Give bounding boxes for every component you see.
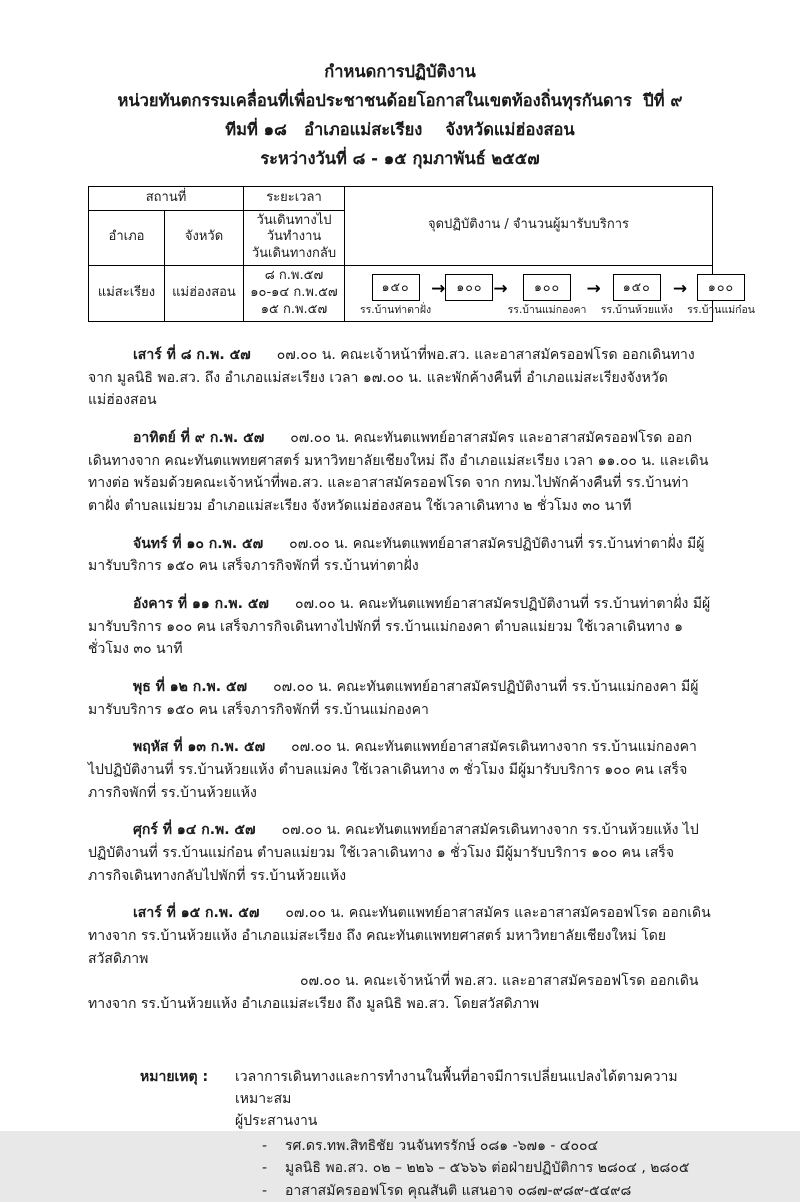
duration-detail-return: วันเดินทางกลับ: [251, 246, 337, 262]
entry-day: อาทิตย์ ที่ ๙ ก.พ. ๕๗: [133, 429, 265, 446]
entry-day: เสาร์ ที่ ๑๕ ก.พ. ๕๗: [133, 905, 260, 922]
cell-province: แม่ฮ่องสอน: [165, 266, 244, 322]
arrow-right-icon: →: [493, 278, 508, 299]
contact-item: [262, 1180, 712, 1202]
contact-item: [262, 1135, 712, 1157]
table-data-row: [89, 266, 713, 322]
flow-station-4: [601, 274, 673, 317]
flow-station-5: [687, 274, 755, 317]
header-location: สถานที่: [89, 186, 244, 210]
schedule-table: [88, 186, 755, 322]
patient-count-box: ๑๐๐: [697, 274, 745, 301]
arrow-right-icon: →: [672, 278, 688, 299]
note-label: หมายเหตุ :: [140, 1068, 209, 1085]
duration-detail-go: วันเดินทางไป: [256, 212, 332, 228]
contact-list: [235, 1135, 712, 1202]
duration-detail-work: วันทำงาน: [266, 229, 322, 245]
entry-text: ๐๗.๐๐ น. คณะเจ้าหน้าที่พอ.สว. และอาสาสมัครออฟโรด ออกเดินทางจาก มูลนิธิ พอ.สว. ถึง อำเภอแม่สะเรียง เวลา ๑๗.๐๐ น. และพักค้างคืนที่ อำเภอแม่สะเรียงจังหวัดแม่ฮ่องสอน: [88, 346, 695, 409]
patient-count-box: ๑๕๐: [372, 274, 420, 301]
contact-item: [262, 1157, 712, 1179]
date-go: ๘ ก.พ.๕๗: [264, 268, 324, 284]
dash-bullet-icon: -: [262, 1160, 268, 1177]
entry-text: ๐๗.๐๐ น. คณะทันตแพทย์อาสาสมัครปฏิบัติงานที่ รร.บ้านแม่กองคา มีผู้มารับบริการ ๑๕๐ คน เสร็จภารกิจพักที่ รร.บ้านแม่กองคา: [88, 678, 699, 718]
patient-count-box: ๑๐๐: [445, 274, 493, 301]
header-duration: ระยะเวลา: [244, 186, 345, 210]
note-body: [235, 1066, 712, 1202]
patient-count-box: ๑๕๐: [613, 274, 661, 301]
dash-bullet-icon: -: [262, 1137, 268, 1154]
patient-count-box: ๑๐๐: [523, 274, 571, 301]
entry-text: ๐๗.๐๐ น. คณะทันตแพทย์อาสาสมัครเดินทางจาก รร.บ้านห้วยแห้ง ไปปฏิบัติงานที่ รร.บ้านแม่ก๋อน ตำบลแม่ยวม ใช้เวลาเดินทาง ๑ ชั่วโมง มีผู้มารับบริการ ๑๐๐ คน เสร็จภารกิจเดินทางกลับไปพักที่ รร.บ้านห้วยแห้ง: [88, 822, 699, 884]
note-section: [88, 1066, 712, 1202]
entry-day: ศุกร์ ที่ ๑๔ ก.พ. ๕๗: [133, 822, 256, 839]
header-duration-detail: [244, 210, 345, 266]
flow-station-2: [445, 274, 493, 304]
title-block: [88, 58, 712, 174]
contact-text: อาสาสมัครออฟโรด คุณสันติ แสนอาจ ๐๘๗-๙๘๙-๕๔๙๘: [285, 1182, 632, 1199]
table-header-row-1: [89, 186, 713, 210]
title-date-range: ระหว่างวันที่ ๘ - ๑๕ กุมภาพันธ์ ๒๕๕๗: [260, 148, 540, 168]
schedule-entry-thu-13: [88, 736, 712, 804]
entry-day: อังคาร ที่ ๑๑ ก.พ. ๕๗: [133, 595, 269, 612]
entry-text: ๐๗.๐๐ น. คณะทันตแพทย์อาสาสมัครปฏิบัติงานที่ รร.บ้านท่าตาฝั่ง มีผู้มารับบริการ ๑๕๐ คน เสร็จภารกิจพักที่ รร.บ้านท่าตาฝั่ง: [88, 535, 705, 575]
date-work: ๑๐-๑๔ ก.พ.๕๗: [250, 285, 338, 301]
entry-text: ๐๗.๐๐ น. คณะทันตแพทย์อาสาสมัคร และอาสาสมัครออฟโรด ออกเดินทางจาก คณะทันตแพทยศาสตร์ มหาวิทยาลัยเชียงใหม่ ถึง อำเภอแม่สะเรียง เวลา ๑๑.๐๐ น. และเดินทางต่อ พร้อมด้วยคณะเจ้าหน้าที่พอ.สว. และอาสาสมัครออฟโรด จาก กทม.ไปพักค้างคืนที่ รร.บ้านท่าตาฝั่ง ตำบลแม่ยวม อำเภอแม่สะเรียง จังหวัดแม่ฮ่องสอน ใช้เวลาเดินทาง ๒ ชั่วโมง ๓๐ นาที: [88, 429, 709, 514]
cell-district: แม่สะเรียง: [89, 266, 165, 322]
schedule-entry-sat-8: [88, 344, 712, 412]
school-label: รร.บ้านท่าตาฝั่ง: [360, 303, 432, 316]
schedule-entry-sun-9: [88, 427, 712, 518]
service-flow: [348, 271, 755, 317]
flow-station-3: [508, 274, 587, 317]
daily-schedule: [88, 344, 712, 1016]
header-district: อำเภอ: [89, 210, 165, 266]
header-service-points: จุดปฏิบัติงาน / จำนวนผู้มารับบริการ: [345, 186, 713, 266]
entry-text-second: ๐๗.๐๐ น. คณะเจ้าหน้าที่ พอ.สว. และอาสาสมัครออฟโรด ออกเดินทางจาก รร.บ้านห้วยแห้ง อำเภอแม่สะเรียง ถึง มูลนิธิ พอ.สว. โดยสวัสดิภาพ: [88, 973, 699, 1012]
entry-text: ๐๗.๐๐ น. คณะทันตแพทย์อาสาสมัครปฏิบัติงานที่ รร.บ้านท่าตาฝั่ง มีผู้มารับบริการ ๑๐๐ คน เสร็จภารกิจเดินทางไปพักที่ รร.บ้านแม่กองคา ตำบลแม่ยวม ใช้เวลาเดินทาง ๑ ชั่วโมง ๓๐ นาที: [88, 595, 711, 658]
schedule-entry-tue-11: [88, 593, 712, 661]
arrow-right-icon: →: [431, 278, 446, 299]
contact-text: รศ.ดร.ทพ.สิทธิชัย วนจันทรรักษ์ ๐๘๑ -๖๗๑ - ๔๐๐๔: [285, 1137, 599, 1154]
entry-day: เสาร์ ที่ ๘ ก.พ. ๕๗: [133, 346, 251, 363]
school-label: รร.บ้านแม่ก๋อน: [687, 303, 755, 316]
date-return: ๑๕ ก.พ.๕๗: [260, 301, 328, 317]
title-team-line: ทีมที่ ๑๘ อำเภอแม่สะเรียง จังหวัดแม่ฮ่องสอน: [225, 119, 575, 139]
dash-bullet-icon: -: [262, 1182, 268, 1199]
entry-day: จันทร์ ที่ ๑๐ ก.พ. ๕๗: [133, 535, 264, 552]
entry-text: ๐๗.๐๐ น. คณะทันตแพทย์อาสาสมัคร และอาสาสมัครออฟโรด ออกเดินทางจาก รร.บ้านห้วยแห้ง อำเภอแม่สะเรียง ถึง คณะทันตแพทยศาสตร์ มหาวิทยาลัยเชียงใหม่ โดยสวัสดิภาพ: [88, 905, 711, 967]
coordinators-heading: ผู้ประสานงาน: [235, 1113, 318, 1130]
schedule-entry-fri-14: [88, 819, 712, 887]
school-label: รร.บ้านห้วยแห้ง: [600, 303, 673, 316]
arrow-right-icon: →: [586, 278, 601, 299]
school-label: รร.บ้านแม่กองคา: [507, 303, 587, 316]
schedule-entry-wed-12: [88, 676, 712, 721]
schedule-entry-mon-10: [88, 533, 712, 578]
cell-service-flow: [345, 266, 755, 322]
document-title: กำหนดการปฏิบัติงาน: [324, 62, 476, 81]
entry-text: ๐๗.๐๐ น. คณะทันตแพทย์อาสาสมัครเดินทางจาก รร.บ้านแม่กองคา ไปปฏิบัติงานที่ รร.บ้านห้วยแห้ง ตำบลแม่คง ใช้เวลาเดินทาง ๓ ชั่วโมง มีผู้มารับบริการ ๑๐๐ คน เสร็จภารกิจพักที่ รร.บ้านห้วยแห้ง: [88, 739, 697, 801]
header-province: จังหวัด: [165, 210, 244, 266]
cell-dates: [244, 266, 345, 322]
entry-day: พฤหัส ที่ ๑๓ ก.พ. ๕๗: [133, 739, 266, 756]
note-text: เวลาการเดินทางและการทำงานในพื้นที่อาจมีการเปลี่ยนแปลงได้ตามความเหมาะสม: [235, 1068, 678, 1108]
flow-station-1: [360, 274, 431, 317]
entry-day: พุธ ที่ ๑๒ ก.พ. ๕๗: [133, 678, 248, 695]
schedule-entry-sat-15: [88, 902, 712, 1015]
contact-text: มูลนิธิ พอ.สว. ๐๒ – ๒๒๖ – ๕๖๖๖ ต่อฝ่ายปฏิบัติการ ๒๘๐๔ , ๒๘๐๕: [285, 1160, 690, 1177]
title-unit-line: หน่วยทันตกรรมเคลื่อนที่เพื่อประชาชนด้อยโอกาสในเขตท้องถิ่นทุรกันดาร ปีที่ ๙: [117, 90, 683, 110]
